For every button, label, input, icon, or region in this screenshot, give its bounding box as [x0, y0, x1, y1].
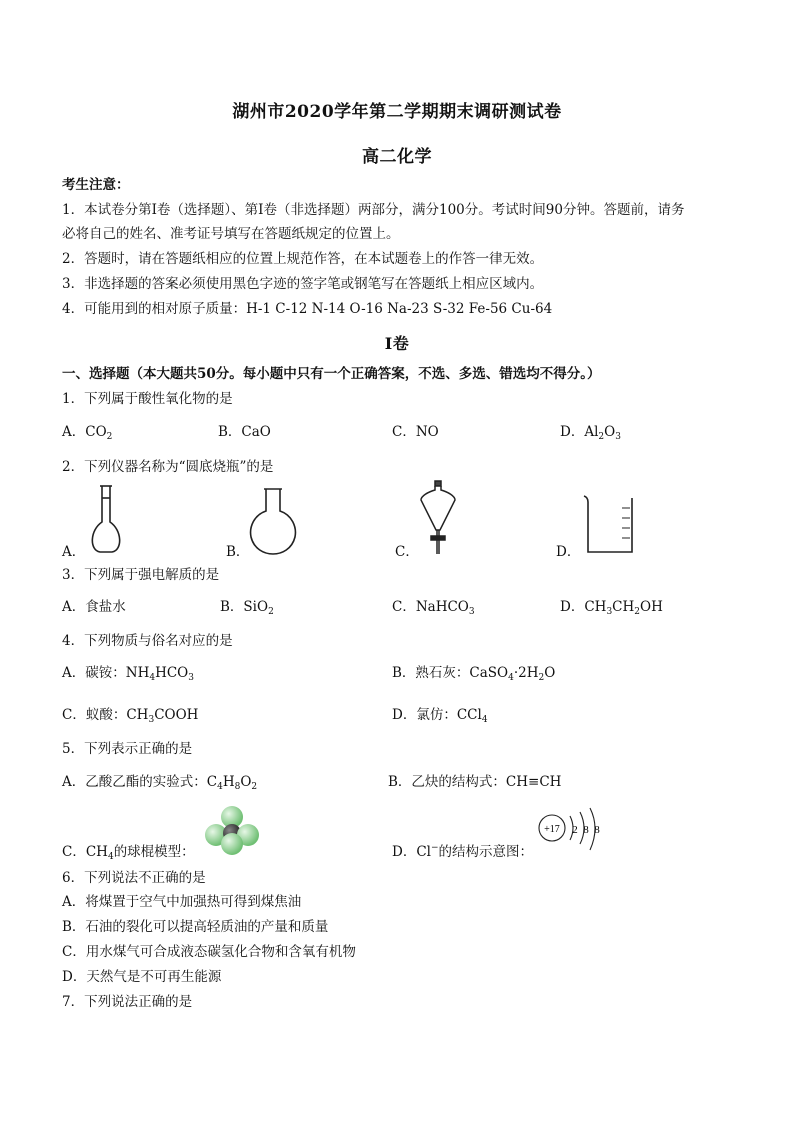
- question-3-stem: 3．下列属于强电解质的是: [62, 567, 220, 583]
- notice-item: 2．答题时，请在答题纸相应的位置上规范作答，在本试题卷上的作答一律无效。: [62, 251, 544, 267]
- q6-option: A．将煤置于空气中加强热可得到煤焦油: [62, 894, 302, 910]
- q5-option-a: A．乙酸乙酯的实验式：$C_4H_8O_2$: [62, 774, 258, 792]
- question-4-stem: 4．下列物质与俗名对应的是: [62, 633, 233, 649]
- q2-option-c-label: C．: [395, 544, 419, 560]
- section-label: Ⅰ卷: [384, 334, 410, 353]
- q4-option-b: B．熟石灰：$CaSO_4\cdot 2H_2O$: [392, 665, 556, 683]
- chlorine-ion-diagram-icon: [536, 806, 608, 856]
- q2-option-d-label: D．: [556, 544, 581, 560]
- q1-option-b: B．CaO: [218, 424, 271, 440]
- question-5-stem: 5．下列表示正确的是: [62, 741, 193, 757]
- notice-item: 3．非选择题的答案必须使用黑色字迹的签字笔或钢笔写在答题纸上相应区域内。: [62, 276, 544, 292]
- atom-nucleus-label: +17: [544, 824, 560, 835]
- q1-option-d: D．$Al_2O_3$: [560, 424, 621, 442]
- q2-option-b-label: B．: [226, 544, 250, 560]
- q3-option-a: A．食盐水: [62, 599, 126, 615]
- beaker-icon: [582, 494, 638, 556]
- q4-option-d: D．氯仿：CCl$_4$: [392, 707, 488, 725]
- q4-option-c: C．蚁酸：$CH_3COOH$: [62, 707, 199, 725]
- exam-title: 湖州市2020学年第二学期期末调研测试卷: [232, 102, 562, 122]
- atom-shell-1: 2: [572, 824, 578, 836]
- notice-item: 必将自己的姓名、准考证号填写在答题纸规定的位置上。: [62, 226, 400, 242]
- separatory-funnel-icon: [418, 480, 458, 560]
- q5-option-b: B．乙炔的结构式：CH≡CH: [388, 774, 562, 790]
- q6-option: D．天然气是不可再生能源: [62, 969, 222, 985]
- q6-option: C．用水煤气可合成液态碳氢化合物和含氧有机物: [62, 944, 356, 960]
- atom-shell-2: 8: [583, 824, 589, 836]
- notice-item: 4．可能用到的相对原子质量：H-1 C-12 N-14 O-16 Na-23 S-32 Fe-56 Cu-64: [62, 301, 553, 317]
- q5-option-d: D．Cl−的结构示意图：: [392, 843, 534, 860]
- question-7-stem: 7．下列说法正确的是: [62, 994, 193, 1010]
- atom-shell-3: 8: [594, 824, 600, 836]
- q1-option-c: C．NO: [392, 424, 439, 440]
- volumetric-flask-icon: [86, 484, 126, 556]
- methane-ball-model-icon: [204, 805, 260, 855]
- q5-option-c: C．$CH_4$的球棍模型：: [62, 844, 195, 862]
- exam-subtitle: 高二化学: [362, 147, 432, 167]
- q3-option-c: C．NaHCO$_3$: [392, 599, 475, 617]
- q3-option-d: D．$CH_3CH_2OH$: [560, 599, 663, 617]
- q4-option-a: A．碳铵：$NH_4HCO_3$: [62, 665, 194, 683]
- q2-option-a-label: A．: [62, 544, 86, 560]
- section-heading: 一、选择题（本大题共50分。每小题中只有一个正确答案，不选、多选、错选均不得分。）: [62, 366, 601, 382]
- q6-option: B．石油的裂化可以提高轻质油的产量和质量: [62, 919, 329, 935]
- question-6-stem: 6．下列说法不正确的是: [62, 870, 206, 886]
- notice-heading: 考生注意：: [62, 177, 130, 193]
- question-2-stem: 2．下列仪器名称为“圆底烧瓶”的是: [62, 459, 274, 475]
- round-bottom-flask-icon: [248, 487, 298, 557]
- question-1-stem: 1．下列属于酸性氧化物的是: [62, 391, 233, 407]
- q1-option-a: A．$CO_2$: [62, 424, 113, 442]
- q3-option-b: B．SiO$_2$: [220, 599, 274, 617]
- notice-item: 1．本试卷分第Ⅰ卷（选择题）、第Ⅰ卷（非选择题）两部分，满分100分。考试时间90分钟。答题前，请务: [62, 202, 685, 218]
